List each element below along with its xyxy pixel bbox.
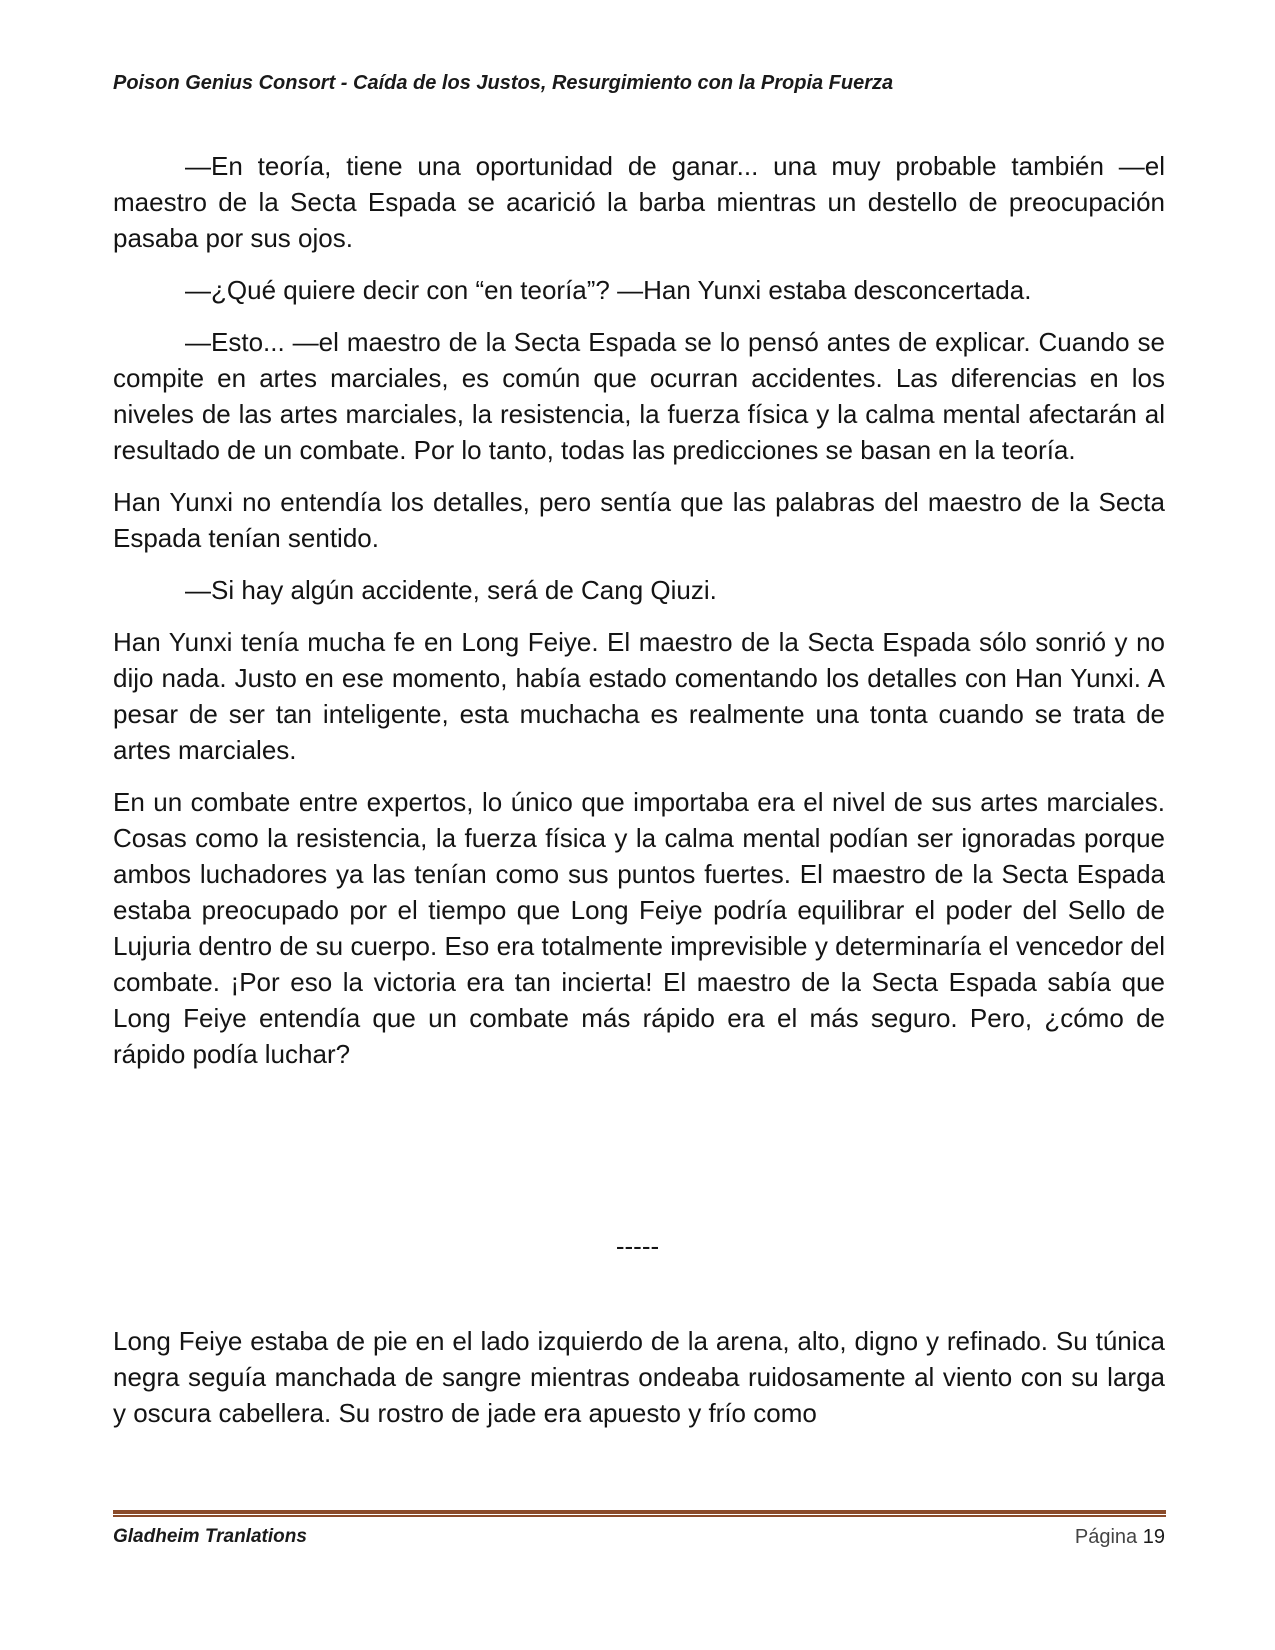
page-label: Página	[1074, 1526, 1138, 1548]
paragraph: —¿Qué quiere decir con “en teoría”? —Han Yunxi estaba desconcertada.	[185, 275, 1032, 305]
footer-publisher: Gladheim Tranlations	[113, 1526, 307, 1547]
paragraph: —Si hay algún accidente, será de Cang Qiuzi.	[185, 575, 717, 605]
body-text	[113, 148, 1165, 1088]
scene-break: -----	[615, 1231, 660, 1261]
paragraph: En un combate entre expertos, lo único que importaba era el nivel de sus artes marciales. Cosas como la resistencia, la fuerza física y la calma mental podían ser ignoradas porque ambos luchadores ya las tenían como sus puntos fuertes. El maestro de la Secta Espada estaba preocupado por el tiempo que Long Feiye podría equilibrar el poder del Sello de Lujuria dentro de su cuerpo. Eso era totalmente imprevisible y determinaría el vencedor del combate. ¡Por eso la victoria era tan incierta! El maestro de la Secta Espada sabía que Long Feiye entendía que un combate más rápido era el más seguro. Pero, ¿cómo de rápido podía luchar?	[113, 787, 1165, 1069]
page-header-title: Poison Genius Consort - Caída de los Justos, Resurgimiento con la Propia Fuerza	[113, 72, 894, 94]
paragraph: Han Yunxi tenía mucha fe en Long Feiye. El maestro de la Secta Espada sólo sonrió y no dijo nada. Justo en ese momento, había estado comentando los detalles con Han Yunxi. A pesar de ser tan inteligente, esta muchacha es realmente una tonta cuando se trata de artes marciales.	[113, 627, 1165, 765]
paragraph: Long Feiye estaba de pie en el lado izquierdo de la arena, alto, digno y refinado. Su túnica negra seguía manchada de sangre mientras ondeaba ruidosamente al viento con su larga y oscura cabellera. Su rostro de jade era apuesto y frío como	[113, 1326, 1165, 1428]
paragraph: —En teoría, tiene una oportunidad de ganar... una muy probable también —el maestro de la Secta Espada se acarició la barba mientras un destello de preocupación pasaba por sus ojos.	[113, 151, 1165, 253]
page-number-value: 19	[1142, 1526, 1165, 1548]
footer-divider	[113, 1510, 1166, 1518]
page-number	[1075, 1526, 1165, 1549]
paragraph: Han Yunxi no entendía los detalles, pero sentía que las palabras del maestro de la Secta Espada tenían sentido.	[113, 487, 1165, 553]
paragraph: —Esto... —el maestro de la Secta Espada se lo pensó antes de explicar. Cuando se compite en artes marciales, es común que ocurran accidentes. Las diferencias en los niveles de las artes marciales, la resistencia, la fuerza física y la calma mental afectarán al resultado de un combate. Por lo tanto, todas las predicciones se basan en la teoría.	[113, 327, 1165, 465]
tail-text	[113, 1323, 1165, 1431]
